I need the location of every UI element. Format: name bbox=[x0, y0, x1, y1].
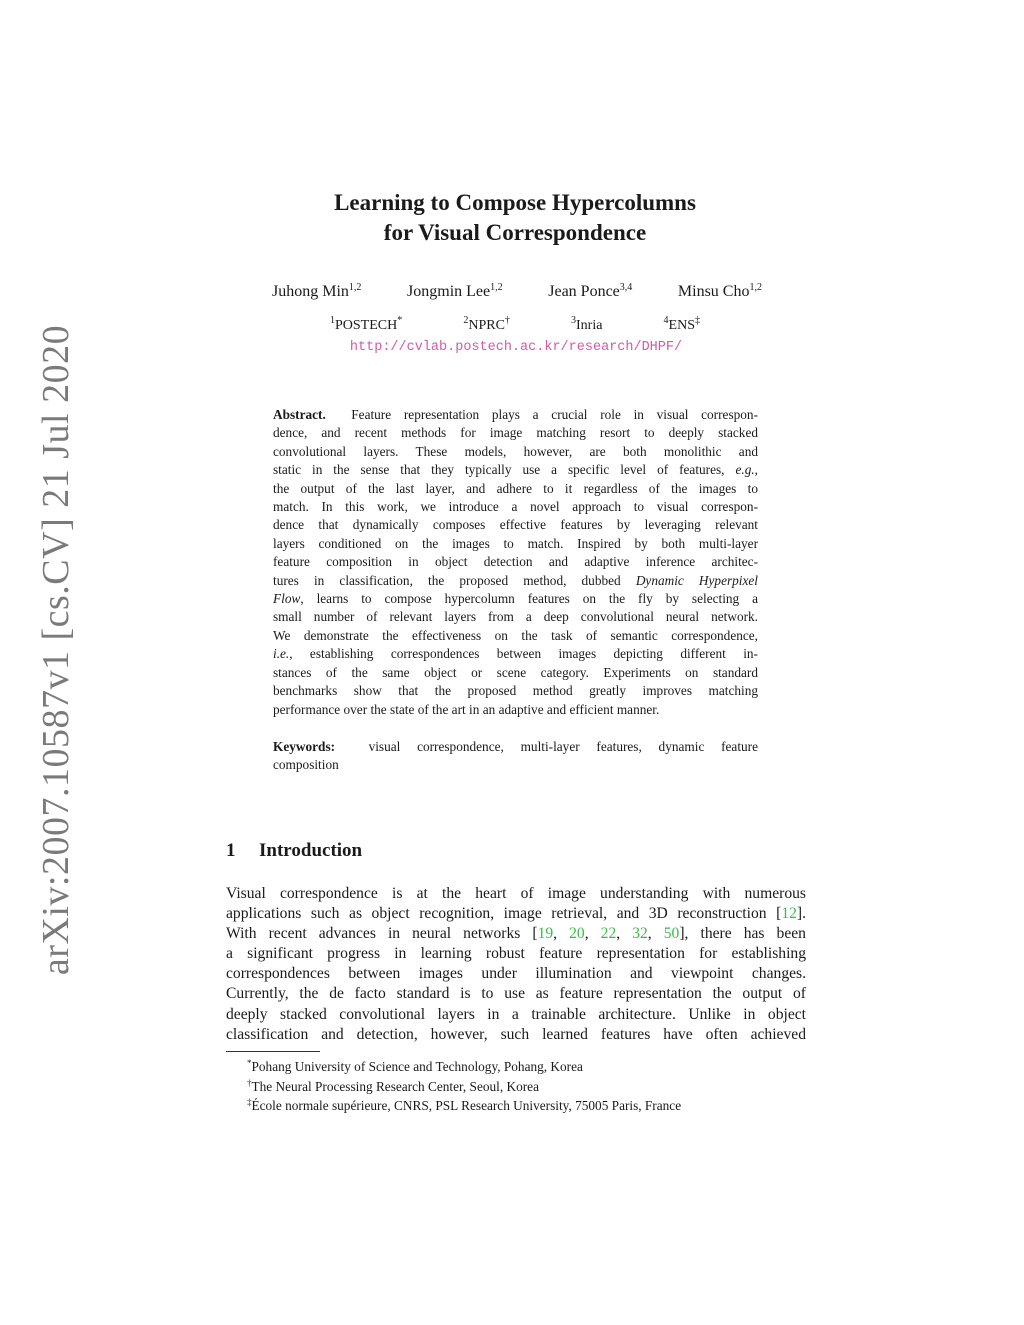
keywords: Keywords: visual correspondence, multi-layer features, dynamic feature composition bbox=[273, 739, 759, 773]
citation-link[interactable]: 22 bbox=[600, 925, 617, 943]
abstract-label: Abstract. bbox=[273, 407, 326, 422]
citation-link[interactable]: 32 bbox=[632, 925, 648, 943]
keywords-label: Keywords: bbox=[273, 739, 336, 754]
affiliation-list bbox=[330, 315, 700, 334]
footnote: ‡École normale supérieure, CNRS, PSL Research University, 75005 Paris, France bbox=[247, 1097, 682, 1113]
footnote: †The Neural Processing Research Center, Seoul, Korea bbox=[247, 1077, 539, 1094]
citation-link[interactable]: 20 bbox=[569, 925, 585, 943]
author: Jongmin Lee$^{1,2}$ bbox=[407, 282, 503, 300]
affiliation: $^1$POSTECH* bbox=[330, 315, 403, 333]
citation-link[interactable]: 50 bbox=[663, 925, 680, 943]
intro-paragraph: Visual correspondence is at the heart of image understanding with numerous applications such as object recognition, image retrieval, and 3D reconstruction [12]. With recent advances in neural networks [19, 20, 22, 32, 50], there has been a significant progress in learning robust feature representation for establishing correspondences between images under illumination and viewpoint changes. Currently, the de facto standard is to use as feature representation the output of deeply stacked convolutional layers in a trainable architecture. Unlike in object classification and detection, however, such learned features have often achieved bbox=[226, 885, 806, 1043]
citation-link[interactable]: 12 bbox=[781, 905, 797, 923]
author: Jean Ponce$^{3,4}$ bbox=[548, 282, 633, 300]
arxiv-stamp bbox=[26, 324, 86, 976]
title-line-2: for Visual Correspondence bbox=[383, 220, 647, 245]
arxiv-stamp-text: arXiv:2007.10587v1 [cs.CV] 21 Jul 2020 bbox=[35, 324, 77, 976]
footnote: *Pohang University of Science and Technology, Pohang, Korea bbox=[247, 1058, 583, 1074]
author: Juhong Min$^{1,2}$ bbox=[272, 282, 362, 300]
section-heading: 1 Introduction bbox=[226, 840, 363, 861]
project-url-link[interactable]: http://cvlab.postech.ac.kr/research/DHPF/ bbox=[349, 340, 683, 355]
title-line-1: Learning to Compose Hypercolumns bbox=[334, 190, 696, 215]
affiliation: $^2$NPRC† bbox=[463, 315, 510, 333]
footnotes bbox=[247, 1057, 681, 1116]
citation-link[interactable]: 19 bbox=[537, 925, 554, 943]
affiliation: $^3$Inria bbox=[571, 315, 603, 333]
footnote-rule bbox=[226, 1051, 320, 1052]
paper-title bbox=[0, 188, 1024, 248]
author-list bbox=[272, 283, 762, 301]
author: Minsu Cho$^{1,2}$ bbox=[677, 282, 762, 300]
abstract: Abstract. Feature representation plays a crucial role in visual correspon- dence, and recent methods for image matching resort to deeply stacked convolutional layers. These models, however, are both monolithic and static in the sense that they typically use a specific level of features, e.g., the output of the last layer, and adhere to it regardless of the images to match. In this work, we introduce a novel approach to visual correspon- dence that dynamically composes effective features by leveraging relevant layers conditioned on the images to match. Inspired by both multi-layer feature composition in object detection and adaptive inference architec- tures in classification, the proposed method, dubbed Dynamic Hyperpixel Flow, learns to compose hypercolumn features on the fly by selecting a small number of relevant layers from a deep convolutional neural network. We demonstrate the effectiveness on the task of semantic correspondence, i.e., establishing correspondences between images depicting different in- stances of the same object or scene category. Experiments on standard benchmarks show that the proposed method greatly improves matching performance over the state of the art in an adaptive and efficient manner. bbox=[273, 407, 758, 717]
affiliation: $^4$ENS‡ bbox=[663, 315, 700, 333]
